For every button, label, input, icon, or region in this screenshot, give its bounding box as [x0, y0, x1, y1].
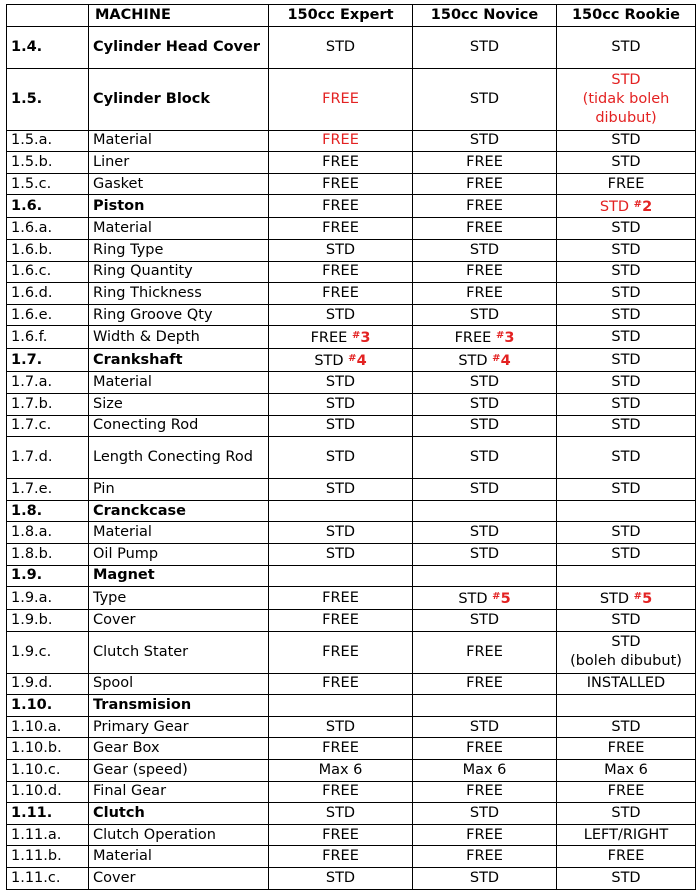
- row-number: 1.5.b.: [7, 152, 89, 174]
- table-row: [7, 565, 696, 587]
- row-name: Cover: [89, 868, 269, 890]
- row-number: 1.7.c.: [7, 415, 89, 437]
- rookie-value: STD: [557, 543, 696, 565]
- table-row: [7, 781, 696, 803]
- expert-value: STD: [269, 304, 413, 326]
- table-row: [7, 26, 696, 68]
- expert-value: FREE: [269, 283, 413, 305]
- novice-value: Max 6: [413, 760, 557, 782]
- rookie-value-text: STD: [599, 199, 630, 216]
- expert-value: FREE: [269, 824, 413, 846]
- row-name: Type: [89, 587, 269, 610]
- row-name: Clutch Stater: [89, 631, 269, 673]
- rookie-value: Max 6: [557, 760, 696, 782]
- row-number: 1.6.b.: [7, 239, 89, 261]
- novice-value: FREE: [413, 824, 557, 846]
- novice-value: [413, 565, 557, 587]
- row-number: 1.7.: [7, 349, 89, 372]
- row-number: 1.9.d.: [7, 673, 89, 695]
- footnote-hash: #: [495, 330, 505, 342]
- row-number: 1.9.a.: [7, 587, 89, 610]
- table-row: [7, 824, 696, 846]
- row-number: 1.7.b.: [7, 393, 89, 415]
- novice-value: FREE: [413, 631, 557, 673]
- row-number: 1.6.d.: [7, 283, 89, 305]
- rookie-value: STD: [557, 283, 696, 305]
- row-name: Material: [89, 846, 269, 868]
- table-row: [7, 437, 696, 479]
- expert-value-text: STD: [314, 353, 344, 370]
- expert-value: FREE: [269, 631, 413, 673]
- row-name: Material: [89, 130, 269, 152]
- row-name: Crankshaft: [89, 349, 269, 372]
- novice-value: [413, 587, 557, 610]
- rookie-value: STD: [557, 479, 696, 501]
- footnote-marker: [496, 330, 514, 346]
- row-number: 1.5.c.: [7, 173, 89, 195]
- row-name: Primary Gear: [89, 716, 269, 738]
- header-rookie: 150cc Rookie: [557, 5, 696, 27]
- footnote-marker: [348, 353, 366, 369]
- novice-value: FREE: [413, 218, 557, 240]
- row-number: 1.11.c.: [7, 868, 89, 890]
- novice-value-text: STD: [458, 353, 488, 370]
- row-number: 1.7.e.: [7, 479, 89, 501]
- expert-value: STD: [269, 393, 413, 415]
- footnote-hash: #: [348, 353, 357, 365]
- rookie-value: STD: [557, 130, 696, 152]
- rookie-value: STD: [557, 26, 696, 68]
- novice-value: FREE: [413, 738, 557, 760]
- row-number: 1.6.f.: [7, 326, 89, 349]
- footnote-marker: [634, 199, 652, 215]
- table-row: [7, 304, 696, 326]
- row-name: Material: [89, 522, 269, 544]
- novice-value: [413, 695, 557, 717]
- row-number: 1.10.b.: [7, 738, 89, 760]
- rookie-value: STD: [557, 152, 696, 174]
- rookie-value: [557, 195, 696, 218]
- novice-value: [413, 349, 557, 372]
- expert-value: FREE: [269, 195, 413, 218]
- expert-value: FREE: [269, 68, 413, 130]
- row-name: Clutch Operation: [89, 824, 269, 846]
- expert-value: STD: [269, 239, 413, 261]
- rookie-value: INSTALLED: [557, 673, 696, 695]
- table-row: [7, 479, 696, 501]
- row-number: 1.10.c.: [7, 760, 89, 782]
- rookie-value: STD: [557, 610, 696, 632]
- table-row: [7, 152, 696, 174]
- rookie-value: STD: [557, 261, 696, 283]
- rookie-value: STD: [557, 716, 696, 738]
- table-row: [7, 673, 696, 695]
- footnote-marker: [492, 353, 510, 369]
- row-name: Ring Quantity: [89, 261, 269, 283]
- rookie-value: STD: [557, 868, 696, 890]
- header-novice: 150cc Novice: [413, 5, 557, 27]
- novice-value: STD: [413, 239, 557, 261]
- row-number: 1.10.: [7, 695, 89, 717]
- row-number: 1.4.: [7, 26, 89, 68]
- row-number: 1.11.: [7, 803, 89, 825]
- footnote-marker: [492, 591, 510, 607]
- table-row: [7, 760, 696, 782]
- table-row: [7, 522, 696, 544]
- row-name: Gasket: [89, 173, 269, 195]
- table-row: [7, 803, 696, 825]
- expert-value: FREE: [269, 152, 413, 174]
- table-row: [7, 283, 696, 305]
- header-expert: 150cc Expert: [269, 5, 413, 27]
- row-name: Liner: [89, 152, 269, 174]
- expert-value: STD: [269, 543, 413, 565]
- expert-value: [269, 500, 413, 522]
- novice-value: STD: [413, 522, 557, 544]
- expert-value: [269, 695, 413, 717]
- rookie-value: [557, 68, 696, 130]
- novice-value: STD: [413, 868, 557, 890]
- table-row: [7, 372, 696, 394]
- expert-value: STD: [269, 716, 413, 738]
- expert-value: FREE: [269, 218, 413, 240]
- footnote-number: 4: [356, 353, 367, 370]
- expert-value: Max 6: [269, 760, 413, 782]
- row-number: 1.6.: [7, 195, 89, 218]
- expert-value: FREE: [269, 781, 413, 803]
- footnote-number: 4: [500, 353, 511, 370]
- row-number: 1.8.a.: [7, 522, 89, 544]
- expert-value: STD: [269, 868, 413, 890]
- table-row: [7, 239, 696, 261]
- table-row: [7, 130, 696, 152]
- table-row: [7, 261, 696, 283]
- expert-value: STD: [269, 26, 413, 68]
- table-row: [7, 738, 696, 760]
- table-row: [7, 868, 696, 890]
- rookie-value: [557, 631, 696, 673]
- row-name: Magnet: [89, 565, 269, 587]
- table-row: [7, 695, 696, 717]
- rookie-value-text: STD: [599, 591, 630, 608]
- expert-value: STD: [269, 479, 413, 501]
- novice-value: FREE: [413, 673, 557, 695]
- expert-value: FREE: [269, 173, 413, 195]
- rookie-value: STD: [557, 803, 696, 825]
- spec-table: [6, 4, 696, 890]
- row-number: 1.5.: [7, 68, 89, 130]
- rookie-value: STD: [557, 372, 696, 394]
- expert-value: STD: [269, 437, 413, 479]
- row-number: 1.10.a.: [7, 716, 89, 738]
- novice-value: FREE: [413, 846, 557, 868]
- expert-value: STD: [269, 522, 413, 544]
- rookie-value: FREE: [557, 846, 696, 868]
- row-number: 1.10.d.: [7, 781, 89, 803]
- expert-value: FREE: [269, 261, 413, 283]
- footnote-hash: #: [492, 591, 501, 603]
- rookie-value: [557, 500, 696, 522]
- rookie-value-line3: dibubut): [595, 109, 657, 126]
- table-row: [7, 195, 696, 218]
- table-row: [7, 218, 696, 240]
- novice-value-text: STD: [458, 591, 488, 608]
- novice-value-text: FREE: [454, 330, 492, 347]
- novice-value: STD: [413, 716, 557, 738]
- novice-value: [413, 500, 557, 522]
- row-name: Size: [89, 393, 269, 415]
- novice-value: STD: [413, 68, 557, 130]
- novice-value: FREE: [413, 173, 557, 195]
- row-number: 1.8.: [7, 500, 89, 522]
- table-row: [7, 716, 696, 738]
- novice-value: FREE: [413, 195, 557, 218]
- rookie-value: STD: [557, 415, 696, 437]
- table-row: [7, 349, 696, 372]
- footnote-number: 5: [500, 591, 511, 608]
- expert-value: FREE: [269, 130, 413, 152]
- expert-value: [269, 565, 413, 587]
- table-row: [7, 173, 696, 195]
- novice-value: FREE: [413, 261, 557, 283]
- row-number: 1.6.a.: [7, 218, 89, 240]
- table-row: [7, 846, 696, 868]
- row-number: 1.7.a.: [7, 372, 89, 394]
- rookie-value: STD: [557, 218, 696, 240]
- row-name: Material: [89, 372, 269, 394]
- footnote-hash: #: [633, 199, 643, 211]
- rookie-value: FREE: [557, 738, 696, 760]
- row-name: Oil Pump: [89, 543, 269, 565]
- rookie-value: STD: [557, 393, 696, 415]
- rookie-value-line2: (tidak boleh: [582, 90, 670, 107]
- row-number: 1.6.e.: [7, 304, 89, 326]
- footnote-marker: [634, 591, 652, 607]
- footnote-number: 3: [504, 330, 515, 347]
- novice-value: STD: [413, 479, 557, 501]
- header-machine: MACHINE: [89, 5, 269, 27]
- row-number: 1.9.b.: [7, 610, 89, 632]
- row-name: Conecting Rod: [89, 415, 269, 437]
- expert-value: STD: [269, 415, 413, 437]
- expert-value: STD: [269, 372, 413, 394]
- expert-value: STD: [269, 803, 413, 825]
- table-row: [7, 393, 696, 415]
- expert-value: FREE: [269, 738, 413, 760]
- expert-value: [269, 326, 413, 349]
- row-number: 1.7.d.: [7, 437, 89, 479]
- row-number: 1.11.a.: [7, 824, 89, 846]
- row-name: Cylinder Block: [89, 68, 269, 130]
- rookie-value: FREE: [557, 173, 696, 195]
- footnote-number: 5: [642, 591, 653, 608]
- row-name: Width & Depth: [89, 326, 269, 349]
- footnote-hash: #: [351, 330, 361, 342]
- row-number: 1.6.c.: [7, 261, 89, 283]
- row-name: Pin: [89, 479, 269, 501]
- row-number: 1.9.c.: [7, 631, 89, 673]
- footnote-number: 2: [642, 199, 653, 216]
- row-name: Cranckcase: [89, 500, 269, 522]
- footnote-hash: #: [633, 591, 643, 603]
- expert-value: [269, 349, 413, 372]
- footnote-hash: #: [492, 353, 501, 365]
- novice-value: STD: [413, 803, 557, 825]
- novice-value: FREE: [413, 781, 557, 803]
- row-name: Cover: [89, 610, 269, 632]
- table-row: [7, 68, 696, 130]
- footnote-number: 3: [360, 330, 371, 347]
- novice-value: STD: [413, 26, 557, 68]
- novice-value: FREE: [413, 152, 557, 174]
- novice-value: STD: [413, 543, 557, 565]
- expert-value: FREE: [269, 587, 413, 610]
- row-number: 1.9.: [7, 565, 89, 587]
- row-name: Clutch: [89, 803, 269, 825]
- novice-value: STD: [413, 372, 557, 394]
- row-name: Gear Box: [89, 738, 269, 760]
- row-name: Piston: [89, 195, 269, 218]
- table-row: [7, 543, 696, 565]
- rookie-value: LEFT/RIGHT: [557, 824, 696, 846]
- table-row: [7, 631, 696, 673]
- novice-value: STD: [413, 130, 557, 152]
- expert-value-text: FREE: [310, 330, 348, 347]
- novice-value: STD: [413, 304, 557, 326]
- row-name: Length Conecting Rod: [89, 437, 269, 479]
- novice-value: [413, 326, 557, 349]
- rookie-value: STD: [557, 326, 696, 349]
- row-name: Spool: [89, 673, 269, 695]
- row-name: Gear (speed): [89, 760, 269, 782]
- novice-value: FREE: [413, 283, 557, 305]
- expert-value: FREE: [269, 673, 413, 695]
- footnote-marker: [352, 330, 370, 346]
- table-row: [7, 415, 696, 437]
- expert-value: FREE: [269, 846, 413, 868]
- header-row: [7, 5, 696, 27]
- row-name: Material: [89, 218, 269, 240]
- row-number: 1.11.b.: [7, 846, 89, 868]
- novice-value: STD: [413, 437, 557, 479]
- row-number: 1.8.b.: [7, 543, 89, 565]
- rookie-value: STD: [557, 239, 696, 261]
- rookie-value: [557, 587, 696, 610]
- row-name: Transmision: [89, 695, 269, 717]
- table-row: [7, 587, 696, 610]
- table-row: [7, 610, 696, 632]
- row-number: 1.5.a.: [7, 130, 89, 152]
- table-row: [7, 500, 696, 522]
- rookie-value-line1: STD: [611, 634, 641, 651]
- row-name: Final Gear: [89, 781, 269, 803]
- row-name: Cylinder Head Cover: [89, 26, 269, 68]
- row-name: Ring Groove Qty: [89, 304, 269, 326]
- row-name: Ring Type: [89, 239, 269, 261]
- rookie-value-line2: (boleh dibubut): [570, 653, 682, 670]
- rookie-value: STD: [557, 522, 696, 544]
- rookie-value-line1: STD: [611, 71, 641, 88]
- header-number: [7, 5, 89, 27]
- novice-value: STD: [413, 393, 557, 415]
- rookie-value: STD: [557, 349, 696, 372]
- row-name: Ring Thickness: [89, 283, 269, 305]
- novice-value: STD: [413, 610, 557, 632]
- rookie-value: [557, 695, 696, 717]
- table-row: [7, 326, 696, 349]
- rookie-value: FREE: [557, 781, 696, 803]
- novice-value: STD: [413, 415, 557, 437]
- rookie-value: STD: [557, 437, 696, 479]
- expert-value: FREE: [269, 610, 413, 632]
- rookie-value: STD: [557, 304, 696, 326]
- rookie-value: [557, 565, 696, 587]
